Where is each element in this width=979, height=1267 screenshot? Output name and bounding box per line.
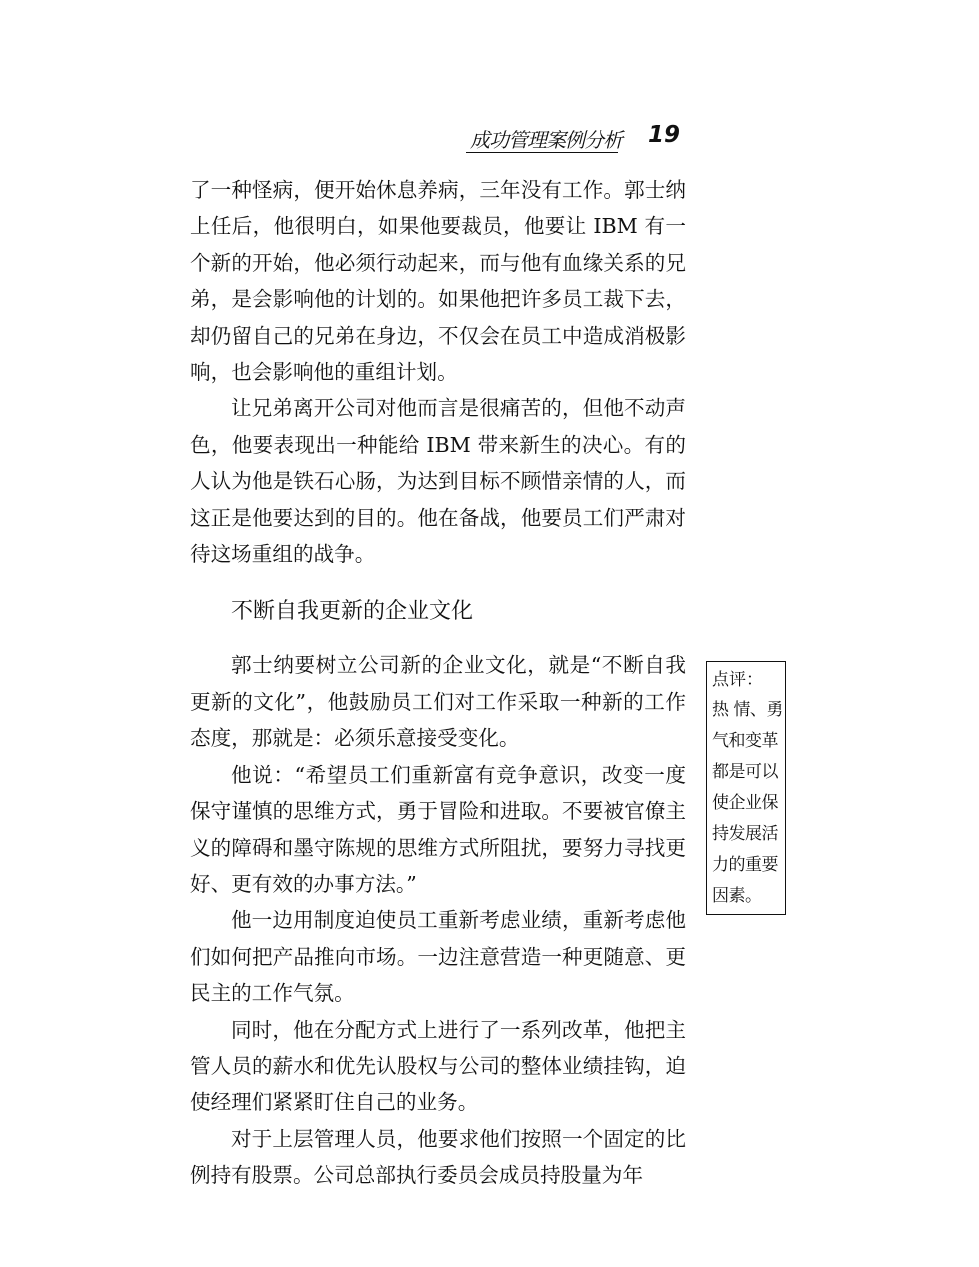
paragraph: 了一种怪病，便开始休息养病，三年没有工作。郭士纳上任后，他很明白，如果他要裁员，他要让 IBM 有一个新的开始，他必须行动起来，而与他有血缘关系的兄弟，是会影响他的计划的。如果他把许多员工裁下去，却仍留自己的兄弟在身边，不仅会在员工中造成消极影响，也会影响他的重组计划。 [190,178,686,385]
commentary-line: 力的重要 [712,855,778,875]
paragraph: 他说：“希望员工们重新富有竞争意识，改变一度保守谨慎的思维方式，勇于冒险和进取。不要被官僚主义的障碍和墨守陈规的思维方式所阻扰，要努力寻找更好、更有效的办事方法。” [190,762,686,896]
running-header [440,124,680,156]
commentary-line: 因素。 [712,886,762,906]
commentary-line: 热 情、勇 [712,700,783,720]
header-underline [466,152,618,153]
commentary-line: 都是可以 [712,762,778,782]
commentary-line: 使企业保 [712,793,778,813]
commentary-sidebar [706,661,786,915]
paragraph: 同时，他在分配方式上进行了一系列改革，他把主管人员的薪水和优先认股权与公司的整体业绩挂钩，迫使经理们紧紧盯住自己的业务。 [190,1017,686,1115]
commentary-label: 点评： [712,670,763,690]
main-text [190,172,686,1194]
commentary-line: 气和变革 [712,731,778,751]
section-heading: 不断自我更新的企业文化 [231,599,474,625]
paragraph: 他一边用制度迫使员工重新考虑业绩，重新考虑他们如何把产品推向市场。一边注意营造一种更随意、更民主的工作气氛。 [190,908,686,1006]
running-header-title: 成功管理案例分析 [470,128,622,152]
page-number: 19 [648,122,681,148]
commentary-line: 持发展活 [712,824,778,844]
paragraph: 对于上层管理人员，他要求他们按照一个固定的比例持有股票。公司总部执行委员会成员持股量为年 [190,1126,686,1188]
paragraph: 让兄弟离开公司对他而言是很痛苦的，但他不动声色，他要表现出一种能给 IBM 带来新生的决心。有的人认为他是铁石心肠，为达到目标不顾惜亲情的人，而这正是他要达到的目的。他在备战，他要员工们严肃对待这场重组的战争。 [190,396,686,567]
paragraph: 郭士纳要树立公司新的企业文化，就是“不断自我更新的文化”，他鼓励员工们对工作采取一种新的工作态度，那就是：必须乐意接受变化。 [190,653,686,751]
